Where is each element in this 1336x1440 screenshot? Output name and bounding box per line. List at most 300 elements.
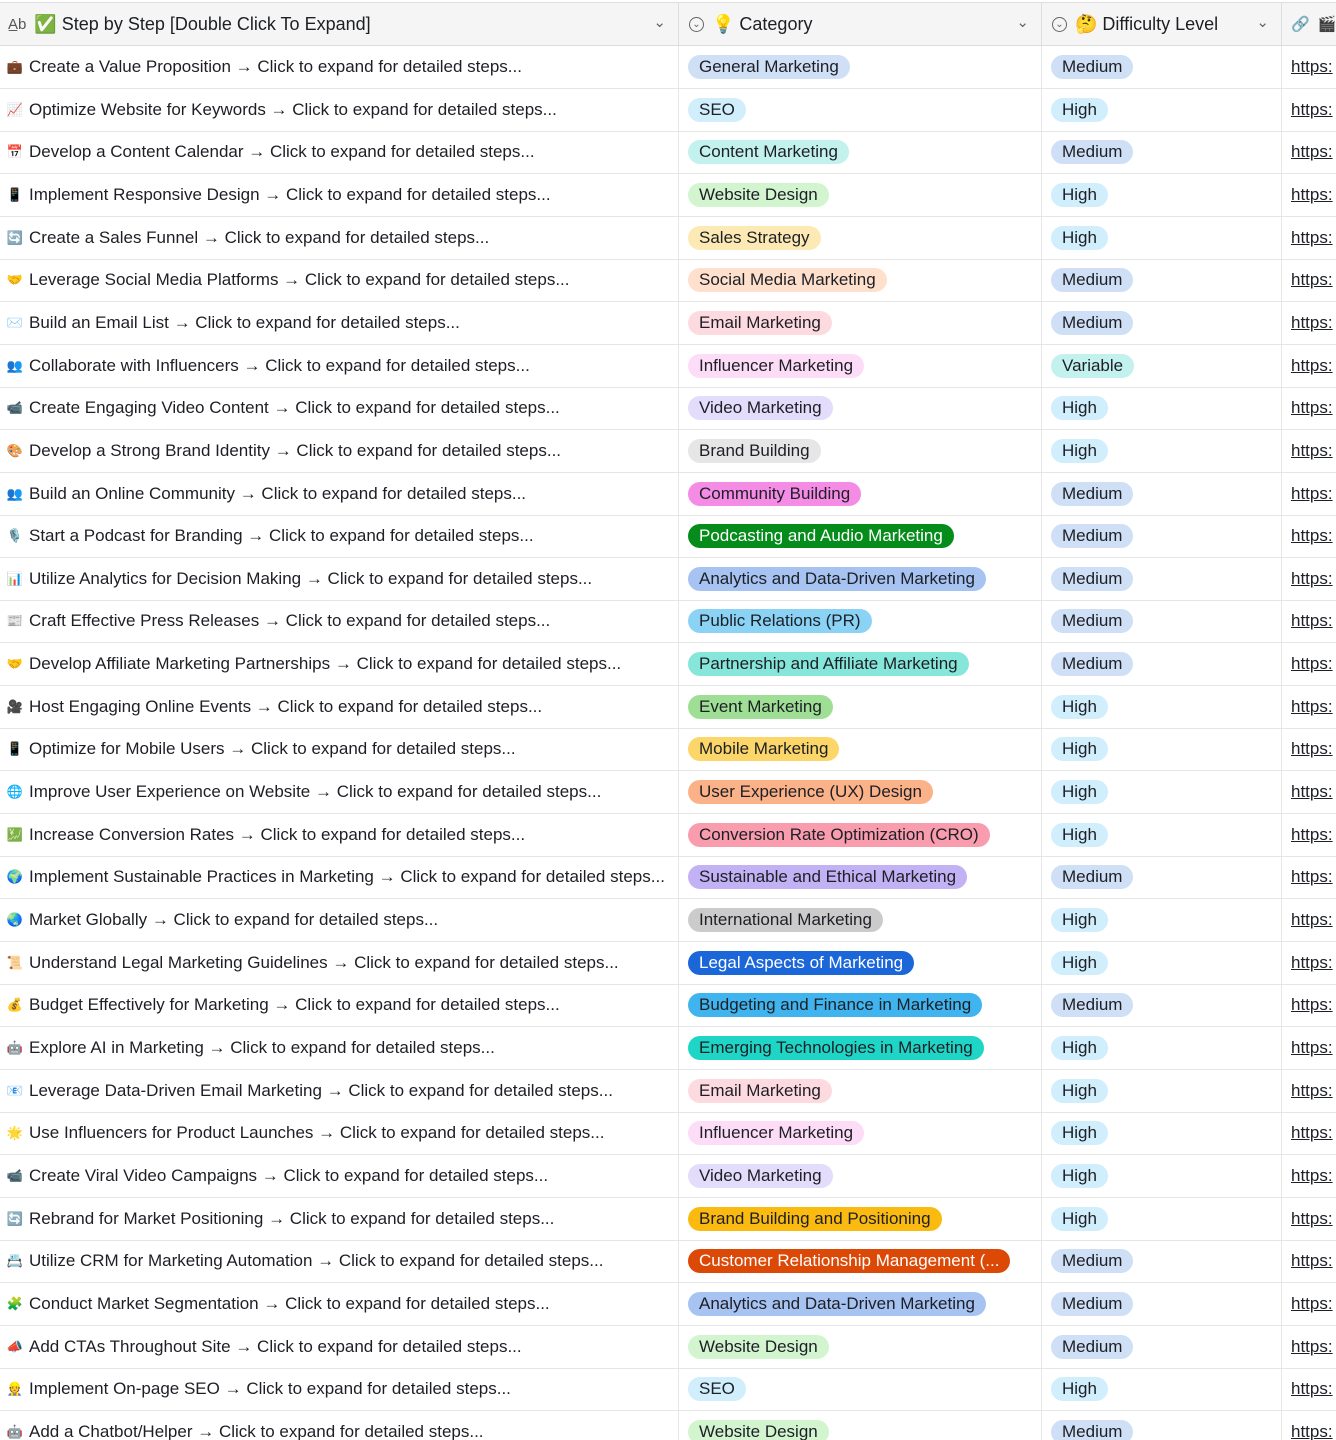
- table-row[interactable]: [0, 558, 1336, 601]
- category-cell[interactable]: [679, 1027, 1042, 1069]
- category-pill: Email Marketing: [688, 1079, 832, 1103]
- step-cell[interactable]: [0, 1155, 679, 1197]
- url-link[interactable]: https:: [1291, 1123, 1333, 1143]
- step-text: Optimize for Mobile Users → Click to expand for detailed steps...: [29, 739, 516, 759]
- url-link[interactable]: https:: [1291, 355, 1333, 375]
- table-row[interactable]: [0, 387, 1336, 430]
- url-link[interactable]: https:: [1291, 227, 1333, 247]
- table-row[interactable]: [0, 1112, 1336, 1155]
- link-cell[interactable]: [1282, 174, 1336, 216]
- category-cell[interactable]: [679, 771, 1042, 813]
- table-row[interactable]: [0, 814, 1336, 857]
- column-header-category[interactable]: [679, 3, 1042, 45]
- url-link[interactable]: https:: [1291, 1165, 1333, 1185]
- url-link[interactable]: https:: [1291, 1421, 1333, 1440]
- text-field-icon: A̲b: [8, 15, 27, 33]
- table-row[interactable]: [0, 1411, 1336, 1440]
- link-cell[interactable]: [1282, 430, 1336, 472]
- category-pill: Content Marketing: [688, 140, 849, 164]
- step-emoji-icon: 📇: [6, 1253, 24, 1269]
- table-row[interactable]: [0, 174, 1336, 217]
- category-cell[interactable]: [679, 899, 1042, 941]
- category-pill: Analytics and Data-Driven Marketing: [688, 567, 986, 591]
- category-cell[interactable]: [679, 473, 1042, 515]
- url-link[interactable]: https:: [1291, 654, 1333, 674]
- category-cell[interactable]: [679, 686, 1042, 728]
- table-row[interactable]: [0, 728, 1336, 771]
- category-pill: Community Building: [688, 482, 861, 506]
- step-emoji-icon: 🔄: [6, 229, 24, 245]
- link-cell[interactable]: [1282, 771, 1336, 813]
- step-cell[interactable]: [0, 46, 679, 88]
- table-row[interactable]: [0, 643, 1336, 686]
- category-cell[interactable]: [679, 558, 1042, 600]
- difficulty-cell[interactable]: [1042, 1112, 1282, 1154]
- difficulty-pill: High: [1051, 695, 1108, 719]
- category-cell[interactable]: [679, 1155, 1042, 1197]
- step-cell[interactable]: [0, 558, 679, 600]
- step-cell[interactable]: [0, 89, 679, 131]
- step-cell[interactable]: [0, 345, 679, 387]
- table-row[interactable]: [0, 302, 1336, 345]
- step-cell[interactable]: [0, 728, 679, 770]
- table-row[interactable]: [0, 217, 1336, 260]
- step-cell[interactable]: [0, 942, 679, 984]
- column-header-category-label: 💡 Category: [712, 13, 813, 34]
- difficulty-cell[interactable]: [1042, 1326, 1282, 1368]
- step-text: Develop a Strong Brand Identity → Click to expand for detailed steps...: [29, 440, 562, 460]
- category-cell[interactable]: [679, 728, 1042, 770]
- difficulty-cell[interactable]: [1042, 899, 1282, 941]
- difficulty-pill: High: [1051, 1164, 1108, 1188]
- step-text: Implement Responsive Design → Click to expand for detailed steps...: [29, 184, 551, 204]
- link-cell[interactable]: [1282, 46, 1336, 88]
- category-cell[interactable]: [679, 515, 1042, 557]
- difficulty-cell[interactable]: [1042, 728, 1282, 770]
- category-cell[interactable]: [679, 174, 1042, 216]
- difficulty-pill: High: [1051, 226, 1108, 250]
- category-pill: Social Media Marketing: [688, 268, 887, 292]
- difficulty-cell[interactable]: [1042, 600, 1282, 642]
- table-row[interactable]: [0, 1240, 1336, 1283]
- category-pill: Video Marketing: [688, 396, 833, 420]
- url-link[interactable]: https:: [1291, 312, 1333, 332]
- link-cell[interactable]: [1282, 259, 1336, 301]
- category-cell[interactable]: [679, 1240, 1042, 1282]
- category-pill: Analytics and Data-Driven Marketing: [688, 1292, 986, 1316]
- category-pill: Brand Building and Positioning: [688, 1207, 942, 1231]
- table-row[interactable]: [0, 430, 1336, 473]
- url-link[interactable]: https:: [1291, 99, 1333, 119]
- category-cell[interactable]: [679, 814, 1042, 856]
- table-row[interactable]: [0, 259, 1336, 302]
- step-text: Utilize CRM for Marketing Automation → Click to expand for detailed steps...: [29, 1251, 604, 1271]
- link-cell[interactable]: [1282, 1198, 1336, 1240]
- url-link[interactable]: https:: [1291, 526, 1333, 546]
- link-cell[interactable]: [1282, 899, 1336, 941]
- table-row[interactable]: [0, 984, 1336, 1027]
- category-pill: SEO: [688, 1377, 746, 1401]
- link-cell[interactable]: [1282, 558, 1336, 600]
- step-cell[interactable]: [0, 771, 679, 813]
- step-cell[interactable]: [0, 984, 679, 1026]
- step-text: Explore AI in Marketing → Click to expand for detailed steps...: [29, 1037, 495, 1057]
- table-row[interactable]: [0, 600, 1336, 643]
- step-emoji-icon: 🌟: [6, 1125, 24, 1141]
- category-pill: Brand Building: [688, 439, 821, 463]
- link-cell[interactable]: [1282, 728, 1336, 770]
- difficulty-cell[interactable]: [1042, 387, 1282, 429]
- difficulty-pill: High: [1051, 951, 1108, 975]
- url-link[interactable]: https:: [1291, 867, 1333, 887]
- step-text: Host Engaging Online Events → Click to expand for detailed steps...: [29, 696, 543, 716]
- table-row[interactable]: [0, 1155, 1336, 1198]
- step-cell[interactable]: [0, 473, 679, 515]
- link-cell[interactable]: [1282, 984, 1336, 1026]
- url-link[interactable]: https:: [1291, 1251, 1333, 1271]
- difficulty-pill: High: [1051, 823, 1108, 847]
- difficulty-pill: High: [1051, 396, 1108, 420]
- step-text: Budget Effectively for Marketing → Click to expand for detailed steps...: [29, 995, 560, 1015]
- difficulty-pill: Variable: [1051, 354, 1134, 378]
- step-text: Craft Effective Press Releases → Click to expand for detailed steps...: [29, 611, 551, 631]
- column-header-difficulty[interactable]: [1042, 3, 1282, 45]
- difficulty-cell[interactable]: [1042, 430, 1282, 472]
- url-link[interactable]: https:: [1291, 696, 1333, 716]
- category-pill: Video Marketing: [688, 1164, 833, 1188]
- category-pill: Podcasting and Audio Marketing: [688, 524, 954, 548]
- category-cell[interactable]: [679, 1070, 1042, 1112]
- step-cell[interactable]: [0, 131, 679, 173]
- table-row[interactable]: [0, 942, 1336, 985]
- difficulty-cell[interactable]: [1042, 558, 1282, 600]
- url-link[interactable]: https:: [1291, 568, 1333, 588]
- step-cell[interactable]: [0, 174, 679, 216]
- category-cell[interactable]: [679, 856, 1042, 898]
- link-cell[interactable]: [1282, 1027, 1336, 1069]
- step-cell[interactable]: [0, 643, 679, 685]
- step-cell[interactable]: [0, 430, 679, 472]
- difficulty-cell[interactable]: [1042, 1198, 1282, 1240]
- difficulty-pill: High: [1051, 439, 1108, 463]
- url-link[interactable]: https:: [1291, 1379, 1333, 1399]
- difficulty-cell[interactable]: [1042, 1155, 1282, 1197]
- link-cell[interactable]: [1282, 1326, 1336, 1368]
- step-text: Understand Legal Marketing Guidelines → Click to expand for detailed steps...: [29, 952, 619, 972]
- category-pill: Sales Strategy: [688, 226, 821, 250]
- link-cell[interactable]: [1282, 345, 1336, 387]
- step-emoji-icon: 📣: [6, 1338, 24, 1354]
- table-row[interactable]: [0, 1198, 1336, 1241]
- step-emoji-icon: 💰: [6, 997, 24, 1013]
- step-cell[interactable]: [0, 515, 679, 557]
- category-cell[interactable]: [679, 1198, 1042, 1240]
- link-cell[interactable]: [1282, 643, 1336, 685]
- step-emoji-icon: 🌏: [6, 912, 24, 927]
- table-row[interactable]: [0, 1027, 1336, 1070]
- step-cell[interactable]: [0, 1240, 679, 1282]
- category-pill: Website Design: [688, 183, 829, 207]
- step-emoji-icon: 📧: [6, 1082, 24, 1098]
- difficulty-pill: High: [1051, 737, 1108, 761]
- link-cell[interactable]: [1282, 856, 1336, 898]
- category-cell[interactable]: [679, 984, 1042, 1026]
- category-cell[interactable]: [679, 259, 1042, 301]
- step-cell[interactable]: [0, 1326, 679, 1368]
- step-emoji-icon: 🎥: [6, 698, 24, 714]
- step-cell[interactable]: [0, 1112, 679, 1154]
- difficulty-cell[interactable]: [1042, 1283, 1282, 1325]
- link-cell[interactable]: [1282, 1283, 1336, 1325]
- link-cell[interactable]: [1282, 89, 1336, 131]
- url-link[interactable]: https:: [1291, 483, 1333, 503]
- category-pill: Public Relations (PR): [688, 609, 872, 633]
- link-cell[interactable]: [1282, 1411, 1336, 1440]
- link-cell[interactable]: [1282, 473, 1336, 515]
- category-cell[interactable]: [679, 345, 1042, 387]
- difficulty-cell[interactable]: [1042, 1368, 1282, 1410]
- difficulty-pill: High: [1051, 1036, 1108, 1060]
- step-cell[interactable]: [0, 302, 679, 344]
- url-link[interactable]: https:: [1291, 824, 1333, 844]
- step-text: Implement Sustainable Practices in Marketing → Click to expand for detailed steps...: [29, 867, 665, 887]
- step-emoji-icon: 📹: [6, 1167, 24, 1183]
- chevron-down-icon[interactable]: ⌄: [1256, 14, 1269, 31]
- difficulty-pill: Medium: [1051, 865, 1133, 889]
- link-cell[interactable]: [1282, 686, 1336, 728]
- difficulty-pill: Medium: [1051, 652, 1133, 676]
- step-text: Build an Online Community → Click to expand for detailed steps...: [29, 483, 527, 503]
- difficulty-cell[interactable]: [1042, 1240, 1282, 1282]
- category-cell[interactable]: [679, 131, 1042, 173]
- url-link[interactable]: https:: [1291, 1208, 1333, 1228]
- step-text: Utilize Analytics for Decision Making → Click to expand for detailed steps...: [29, 568, 593, 588]
- link-cell[interactable]: [1282, 131, 1336, 173]
- difficulty-cell[interactable]: [1042, 473, 1282, 515]
- step-text: Create Viral Video Campaigns → Click to expand for detailed steps...: [29, 1165, 549, 1185]
- chevron-down-icon[interactable]: ⌄: [1016, 14, 1029, 31]
- difficulty-cell[interactable]: [1042, 856, 1282, 898]
- step-text: Market Globally → Click to expand for detailed steps...: [29, 910, 439, 929]
- step-emoji-icon: 💹: [6, 826, 24, 842]
- column-header-link[interactable]: [1282, 3, 1336, 45]
- table-row[interactable]: [0, 686, 1336, 729]
- category-cell[interactable]: [679, 1283, 1042, 1325]
- difficulty-cell[interactable]: [1042, 46, 1282, 88]
- step-emoji-icon: 🧩: [6, 1295, 24, 1311]
- step-cell[interactable]: [0, 686, 679, 728]
- difficulty-cell[interactable]: [1042, 643, 1282, 685]
- category-cell[interactable]: [679, 1112, 1042, 1154]
- difficulty-pill: High: [1051, 908, 1108, 932]
- url-link[interactable]: https:: [1291, 270, 1333, 290]
- step-cell[interactable]: [0, 856, 679, 898]
- difficulty-pill: High: [1051, 183, 1108, 207]
- link-cell[interactable]: [1282, 942, 1336, 984]
- url-link[interactable]: https:: [1291, 739, 1333, 759]
- step-cell[interactable]: [0, 1027, 679, 1069]
- link-cell[interactable]: [1282, 302, 1336, 344]
- category-cell[interactable]: [679, 89, 1042, 131]
- link-cell[interactable]: [1282, 1240, 1336, 1282]
- step-emoji-icon: 🎨: [6, 442, 24, 458]
- step-text: Create a Sales Funnel → Click to expand for detailed steps...: [29, 227, 490, 247]
- link-cell[interactable]: [1282, 1070, 1336, 1112]
- link-cell[interactable]: [1282, 387, 1336, 429]
- difficulty-cell[interactable]: [1042, 1027, 1282, 1069]
- step-text: Collaborate with Influencers → Click to expand for detailed steps...: [29, 355, 530, 375]
- url-link[interactable]: https:: [1291, 1336, 1333, 1356]
- url-link[interactable]: https:: [1291, 1037, 1333, 1057]
- category-pill: Customer Relationship Management (...: [688, 1249, 1010, 1273]
- step-emoji-icon: 🤝: [6, 656, 24, 672]
- category-pill: Partnership and Affiliate Marketing: [688, 652, 969, 676]
- step-text: Create Engaging Video Content → Click to expand for detailed steps...: [29, 398, 560, 418]
- url-link[interactable]: https:: [1291, 142, 1333, 162]
- clapper-icon: 🎬: [1317, 16, 1336, 33]
- category-pill: Emerging Technologies in Marketing: [688, 1036, 984, 1060]
- category-pill: Website Design: [688, 1335, 829, 1359]
- difficulty-cell[interactable]: [1042, 131, 1282, 173]
- url-link[interactable]: https:: [1291, 57, 1333, 76]
- category-cell[interactable]: [679, 643, 1042, 685]
- category-cell[interactable]: [679, 217, 1042, 259]
- difficulty-cell[interactable]: [1042, 1070, 1282, 1112]
- table-row[interactable]: [0, 771, 1336, 814]
- category-pill: Influencer Marketing: [688, 1121, 864, 1145]
- table-row[interactable]: [0, 345, 1336, 388]
- column-header-step[interactable]: [0, 3, 679, 45]
- step-emoji-icon: 📹: [6, 400, 24, 416]
- difficulty-cell[interactable]: [1042, 1411, 1282, 1440]
- difficulty-pill: Medium: [1051, 268, 1133, 292]
- table-row[interactable]: [0, 1368, 1336, 1411]
- url-link[interactable]: https:: [1291, 782, 1333, 802]
- difficulty-pill: High: [1051, 1079, 1108, 1103]
- step-text: Conduct Market Segmentation → Click to expand for detailed steps...: [29, 1293, 550, 1313]
- table-row[interactable]: [0, 1283, 1336, 1326]
- table-row[interactable]: [0, 1070, 1336, 1113]
- url-link[interactable]: https:: [1291, 1080, 1333, 1100]
- table-row[interactable]: [0, 46, 1336, 89]
- table-row[interactable]: [0, 856, 1336, 899]
- difficulty-cell[interactable]: [1042, 771, 1282, 813]
- url-link[interactable]: https:: [1291, 995, 1333, 1015]
- step-cell[interactable]: [0, 814, 679, 856]
- difficulty-pill: Medium: [1051, 993, 1133, 1017]
- category-cell[interactable]: [679, 942, 1042, 984]
- category-cell[interactable]: [679, 302, 1042, 344]
- step-emoji-icon: 📈: [6, 101, 24, 117]
- url-link[interactable]: https:: [1291, 952, 1333, 972]
- url-link[interactable]: https:: [1291, 184, 1333, 204]
- link-cell[interactable]: [1282, 217, 1336, 259]
- link-cell[interactable]: [1282, 600, 1336, 642]
- difficulty-cell[interactable]: [1042, 89, 1282, 131]
- link-cell[interactable]: [1282, 515, 1336, 557]
- category-cell[interactable]: [679, 1368, 1042, 1410]
- step-cell[interactable]: [0, 387, 679, 429]
- step-emoji-icon: 📜: [6, 954, 24, 970]
- difficulty-cell[interactable]: [1042, 259, 1282, 301]
- table-row[interactable]: [0, 89, 1336, 132]
- step-cell[interactable]: [0, 217, 679, 259]
- step-cell[interactable]: [0, 899, 679, 941]
- difficulty-cell[interactable]: [1042, 984, 1282, 1026]
- table-row[interactable]: [0, 515, 1336, 558]
- difficulty-cell[interactable]: [1042, 515, 1282, 557]
- category-cell[interactable]: [679, 600, 1042, 642]
- step-cell[interactable]: [0, 600, 679, 642]
- step-text: Use Influencers for Product Launches → Click to expand for detailed steps...: [29, 1123, 605, 1143]
- step-emoji-icon: 📅: [6, 144, 24, 160]
- category-pill: Website Design: [688, 1420, 829, 1440]
- url-link[interactable]: https:: [1291, 1293, 1333, 1313]
- link-cell[interactable]: [1282, 1368, 1336, 1410]
- table-row[interactable]: [0, 473, 1336, 516]
- step-cell[interactable]: [0, 1198, 679, 1240]
- difficulty-cell[interactable]: [1042, 686, 1282, 728]
- category-cell[interactable]: [679, 1326, 1042, 1368]
- category-cell[interactable]: [679, 430, 1042, 472]
- step-text: Increase Conversion Rates → Click to expand for detailed steps...: [29, 824, 526, 844]
- select-field-icon: ⌄: [1052, 17, 1067, 32]
- step-text: Add CTAs Throughout Site → Click to expand for detailed steps...: [29, 1336, 522, 1356]
- step-cell[interactable]: [0, 1070, 679, 1112]
- step-cell[interactable]: [0, 1283, 679, 1325]
- difficulty-cell[interactable]: [1042, 302, 1282, 344]
- difficulty-pill: Medium: [1051, 1292, 1133, 1316]
- link-cell[interactable]: [1282, 1112, 1336, 1154]
- difficulty-pill: Medium: [1051, 482, 1133, 506]
- category-pill: Event Marketing: [688, 695, 833, 719]
- step-text: Start a Podcast for Branding → Click to expand for detailed steps...: [29, 526, 534, 546]
- difficulty-pill: High: [1051, 1121, 1108, 1145]
- category-cell[interactable]: [679, 46, 1042, 88]
- step-text: Leverage Social Media Platforms → Click to expand for detailed steps...: [29, 270, 570, 290]
- step-emoji-icon: 📱: [6, 741, 24, 757]
- url-link[interactable]: https:: [1291, 611, 1333, 631]
- step-emoji-icon: 🤖: [6, 1039, 24, 1055]
- url-link[interactable]: https:: [1291, 910, 1333, 929]
- chevron-down-icon[interactable]: ⌄: [653, 14, 666, 31]
- link-cell[interactable]: [1282, 1155, 1336, 1197]
- url-link[interactable]: https:: [1291, 398, 1333, 418]
- step-cell[interactable]: [0, 1368, 679, 1410]
- step-emoji-icon: 🔄: [6, 1210, 24, 1226]
- step-emoji-icon: 📊: [6, 570, 24, 586]
- step-emoji-icon: ✉️: [6, 314, 24, 330]
- category-cell[interactable]: [679, 1411, 1042, 1440]
- select-field-icon: ⌄: [689, 17, 704, 32]
- category-pill: General Marketing: [688, 55, 850, 79]
- table-row[interactable]: [0, 1326, 1336, 1369]
- url-link[interactable]: https:: [1291, 440, 1333, 460]
- step-cell[interactable]: [0, 259, 679, 301]
- difficulty-cell[interactable]: [1042, 217, 1282, 259]
- category-cell[interactable]: [679, 387, 1042, 429]
- step-cell[interactable]: [0, 1411, 679, 1440]
- difficulty-cell[interactable]: [1042, 814, 1282, 856]
- table-row[interactable]: [0, 899, 1336, 942]
- step-emoji-icon: 📱: [6, 186, 24, 202]
- table-row[interactable]: [0, 131, 1336, 174]
- difficulty-cell[interactable]: [1042, 345, 1282, 387]
- link-cell[interactable]: [1282, 814, 1336, 856]
- difficulty-cell[interactable]: [1042, 942, 1282, 984]
- step-emoji-icon: 🤖: [6, 1423, 24, 1439]
- difficulty-cell[interactable]: [1042, 174, 1282, 216]
